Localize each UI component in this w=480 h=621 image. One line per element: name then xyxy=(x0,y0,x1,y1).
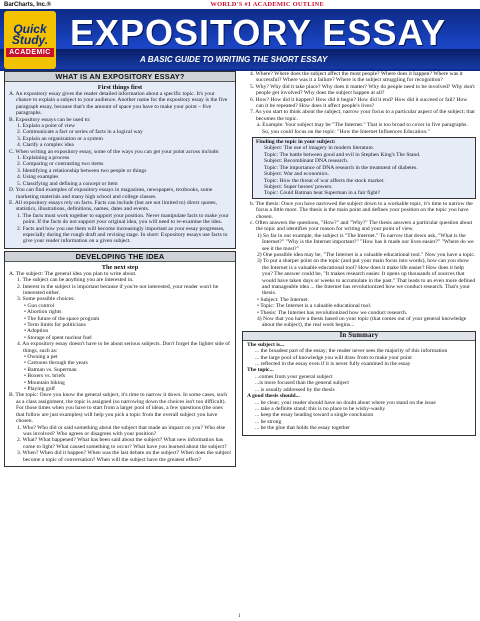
list-item: 1) So far in our example, the subject is "The Internet." To narrow that down ask, "What is the Internet?" "Why is the Internet important?" "How has it made our lives easier?" "Where do we see it the most?" xyxy=(257,232,474,252)
box-row: Subject: The use of imagery in modern literature. xyxy=(264,145,375,152)
list-item: 1. Explaining a process xyxy=(17,155,70,162)
top-line xyxy=(0,0,480,9)
box-row: Subject: Super heroes' powers. xyxy=(264,183,333,190)
list-item: b. The thesis: Once you have narrowed the subject down to a workable topic, it's time to narrow the focus a little more. The thesis is the main point and defines your position on the topic you have chosen. xyxy=(250,200,473,220)
quickstudy-logo xyxy=(4,11,56,69)
box-row: Topic: The battle between good and evil in Stephen King's The Stand. xyxy=(264,151,421,158)
list-item: 2. Interest in the subject is important because if you're not interested, your reader won't be interested either. xyxy=(17,283,219,296)
summary-item: ... reflected in the essay even if it is never fully examined in the essay xyxy=(255,361,411,368)
list-item: 2. Comparing or contrasting two items xyxy=(17,161,104,168)
right-column xyxy=(242,71,476,621)
bullet-item: • Subject: The Internet. xyxy=(257,296,309,303)
list-item: 4. Clarify a complex idea xyxy=(17,142,74,149)
page-number: 1 xyxy=(238,614,241,619)
bullet-item: • Boxers vs. briefs xyxy=(24,373,66,380)
summary-subhead: A good thesis should... xyxy=(247,393,300,400)
summary-item: ... take a definite stand; this is no place to be wishy-washy xyxy=(255,405,386,412)
list-item: 3. Identifying a relationship between two people or things xyxy=(17,167,147,174)
bullet-item: • Playing golf xyxy=(24,386,55,393)
summary-item: ... be clear; your reader should have no doubt about where you stand on the issue xyxy=(255,399,436,406)
list-item: 4. Where? Where does the subject affect the most people? Where does it happen? Where was it successful? Where was it a failure? Where is the subject struggling for recognition? xyxy=(250,71,463,84)
section-develop xyxy=(4,251,236,467)
list-item: 3) To put a sharper point on the topic (and put your main focus into words), how can you show the Internet is a valuable educational tool? How does it make life easier? How does it help you? The answer could be, "It makes research easier. It opens up thousands of sources that would have taken days or weeks to accumulate in the past." That leads to an even more defined and manageable idea ... the Internet has revolutionized how we conduct research. That's your thesis. xyxy=(257,258,476,297)
bullet-item: • Thesis: The Internet has revolutionized how we conduct research. xyxy=(257,309,408,316)
tagline: WORLD'S #1 ACADEMIC OUTLINE xyxy=(210,1,324,8)
bullet-item: • Cartoons through the years xyxy=(24,360,88,367)
section-heading: WHAT IS AN EXPOSITORY ESSAY? xyxy=(5,72,235,82)
logo-line-1: Quick xyxy=(13,21,47,36)
list-item: 1. The facts must work together to support your position. Never manipulate facts to make your point. If the facts do not support your original idea, you will need to re-examine the idea. xyxy=(17,212,229,226)
paragraph: A. An expository essay gives the reader detailed information about a specific topic. It's your chance to explain a subject to your audience. Another name for the expository essay is the five paragraph essay, because that's the amount of space you have to make your point – five paragraphs. xyxy=(9,91,228,117)
summary-item: ... the broadest part of the essay; the reader never sees the majority of this information xyxy=(255,348,448,355)
box-row: Topic: How the threat of war affects the stock market. xyxy=(264,177,385,184)
section-heading: DEVELOPING THE IDEA xyxy=(5,252,235,262)
topic-examples-box xyxy=(252,137,476,199)
columns xyxy=(4,71,476,621)
bullet-item: • Batman vs. Superman xyxy=(24,366,77,373)
bullet-item: • Adoption xyxy=(24,328,49,335)
list-item: 3. Some possible choices: xyxy=(17,296,75,303)
box-row: Subject: Recombinant DNA research. xyxy=(264,158,349,165)
page-subtitle: A BASIC GUIDE TO WRITING THE SHORT ESSAY xyxy=(140,55,328,64)
summary-item: ... be the glue that holds the essay together xyxy=(255,425,350,432)
box-row: Topic: The importance of DNA research in the treatment of diabetes. xyxy=(264,164,418,171)
summary-item: ...is more focused than the general subject xyxy=(255,380,349,387)
list-item: c. Often answers the questions, "How?" and "Why?" The thesis answers a particular question about the topic and identifies your reason for writing and your point of view. xyxy=(250,219,473,233)
list-item: 4. Using examples xyxy=(17,174,59,181)
summary-item: ...comes from your general subject xyxy=(255,373,333,380)
section-subheading: First things first xyxy=(97,84,143,91)
paragraph: A. The subject: The general idea you plan to write about. xyxy=(9,270,137,277)
bullet-item: • Mountain biking xyxy=(24,379,65,386)
summary-item: ... is usually addressed by the thesis xyxy=(255,386,335,393)
list-item: 1. Who? Who did or said something about the subject that made an impact on you? Who else was involved? Who agrees or disagrees with your position? xyxy=(17,424,226,437)
list-item: 4. An expository essay doesn't have to be about serious subjects. Don't forget the lighter side of things, such as: xyxy=(17,341,230,354)
list-item: 2) One possible idea may be, "The Internet is a valuable educational tool." Now you have a topic. xyxy=(257,251,476,258)
bullet-item: • Term limits for politicians xyxy=(24,322,86,328)
summary-box xyxy=(242,331,476,436)
paragraph: D. You can find examples of expository essays in magazines, newspapers, textbooks, some marketing materials and many high school and college classes. xyxy=(9,187,213,200)
list-item: 2. Facts and how you use them will become increasingly important as your essay progresses, especially during the rough draft and revising stage. In short: Expository essays use facts to give your reader information on a given subject. xyxy=(17,225,228,245)
list-item: a. Example: Your subject may be "The Internet." That is too broad to cover in five paragraphs. So, you could focus on the topic: "How the Internet Influences Education." xyxy=(257,122,468,135)
bullet-item: • Gun control xyxy=(24,302,55,309)
box-title: Finding the topic in your subject: xyxy=(256,139,336,146)
page-title: EXPOSITORY ESSAY xyxy=(70,12,447,53)
bullet-item: • The future of the space program xyxy=(24,315,100,322)
box-row: Subject: War and economics. xyxy=(264,171,329,178)
section-subheading: The next step xyxy=(101,263,139,271)
logo-line-2: Study. xyxy=(11,32,49,47)
list-item: 1. Explain a point of view xyxy=(17,123,76,130)
section-what xyxy=(4,71,236,249)
list-item: 5. Why? Why did it take place? Why does it matter? Why do people need to be involved? Why don't people get involved? Why does the subject happen at all? xyxy=(250,83,475,97)
list-item: 3. Explain an organization or a system xyxy=(17,135,103,142)
title-banner xyxy=(0,9,480,71)
paragraph: B. The topic: Once you know the general subject, it's time to narrow it down. In some cases, such as a class assignment, the topic is assigned (so narrowing down the choices isn't too difficult). For those times when you have to start from a larger pool of ideas, a few questions (the ones that follow are just examples) will help you pick a topic from the overall subject you have chosen. xyxy=(9,392,228,425)
paragraph: E. All expository essays rely on facts. Facts can include (but are not limited to) direct quotes, statistics, illustrations, definitions, names, dates and events. xyxy=(9,199,218,213)
list-item: 3. When? When did it happen? When was the last debate on the subject? When does the subject become a topic of conversation? When will the subject have the greatest effect? xyxy=(17,450,231,463)
list-item: 5. Classifying and defining a concept or item xyxy=(17,180,118,187)
publisher: BarCharts, Inc.® xyxy=(4,1,52,8)
summary-item: ... keep the essay heading toward a single conclusion xyxy=(255,412,374,419)
list-item: 6. How? How did it happen? How did it begin? How did it end? How did it succeed or fail? How can it be repeated? How does it affect people's lives? xyxy=(250,96,468,110)
list-item: 4) Now that you have a thesis based on your topic (that comes out of your general knowledge about the subject), the real work begins... xyxy=(257,316,467,329)
bullet-item: • Topic: The Internet is a valuable educational tool. xyxy=(257,303,372,310)
summary-heading: In Summary xyxy=(243,332,475,341)
left-column xyxy=(4,71,236,621)
bullet-item: • Owning a pet xyxy=(24,354,58,361)
summary-subhead: The subject is... xyxy=(247,341,285,348)
paragraph: C. When writing an expository essay, some of the ways you can get your point across include: xyxy=(9,148,220,155)
logo-line-3: ACADEMIC xyxy=(6,48,54,57)
paragraph: B. Expository essays can be used to: xyxy=(9,116,91,123)
bullet-item: • Storage of spent nuclear fuel xyxy=(24,334,92,341)
summary-item: ... be strong xyxy=(255,418,282,425)
box-row: Topic: Could Batman beat Superman in a fair fight? xyxy=(264,190,381,197)
list-item: 2. Communicate a fact or series of facts in a logical way xyxy=(17,129,143,136)
list-item: 2. What? What happened? What has been said about the subject? What new information has come to light? What caused something to occur? What have you learned about the subject? xyxy=(17,437,227,450)
list-item: 7. As you start to think about the subject, narrow your focus to a particular aspect of the subject; that becomes the topic. xyxy=(250,109,475,122)
summary-subhead: The topic... xyxy=(247,367,274,374)
list-item: 1. The subject can be anything you are interested in. xyxy=(17,277,134,284)
summary-item: ... the large pool of knowledge you will draw from to make your point xyxy=(255,354,412,361)
bullet-item: • Abortion rights xyxy=(24,309,62,316)
